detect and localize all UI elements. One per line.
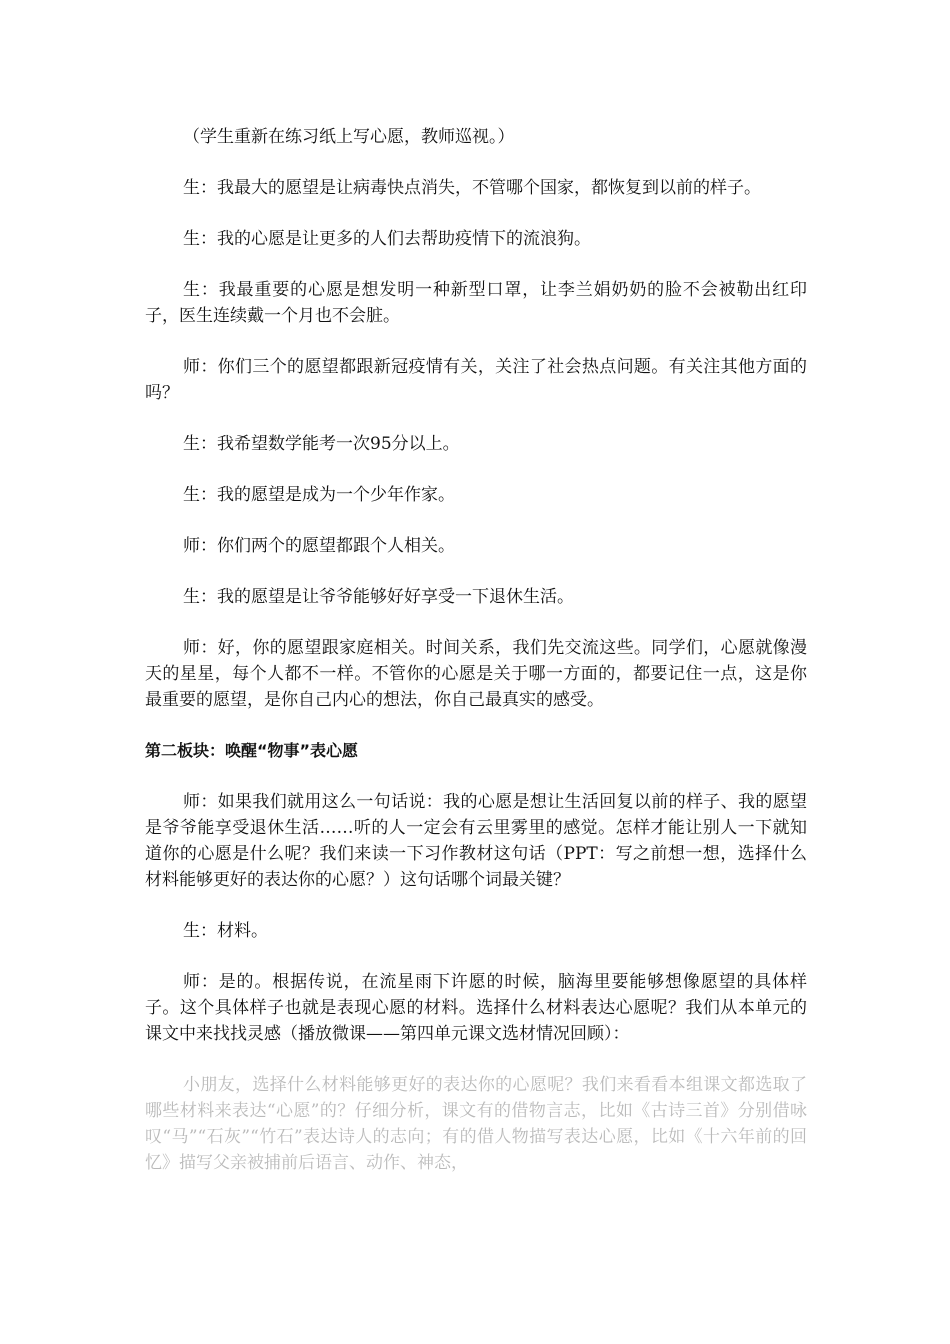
section-heading: 第二板块：唤醒“物事”表心愿	[145, 741, 359, 760]
paragraph-student-1: 生：我最大的愿望是让病毒快点消失，不管哪个国家，都恢复到以前的样子。	[183, 178, 761, 198]
paragraph-student-5: 生：我的愿望是成为一个少年作家。	[183, 485, 455, 505]
paragraph-student-2: 生：我的心愿是让更多的人们去帮助疫情下的流浪狗。	[183, 229, 591, 249]
paragraph-student-6: 生：我的愿望是让爷爷能够好好享受一下退休生活。	[183, 587, 574, 607]
paragraph-student-7: 生：材料。	[183, 921, 268, 941]
paragraph-teacher-3: 师：好，你的愿望跟家庭相关。时间关系，我们先交流这些。同学们，心愿就像漫天的星星，每个人都不一样。不管你的心愿是关于哪一方面的，都要记住一点，这是你最重要的愿望，是你自己内心的想法，你自己最真实的感受。	[145, 638, 807, 710]
paragraph-teacher-5: 师：是的。根据传说，在流星雨下许愿的时候，脑海里要能够想像愿望的具体样子。这个具体样子也就是表现心愿的材料。选择什么材料表达心愿呢？我们从本单元的课文中来找找灵感（播放微课——第四单元课文选材情况回顾）：	[145, 972, 807, 1044]
paragraph-teacher-4: 师：如果我们就用这么一句话说：我的心愿是想让生活回复以前的样子、我的愿望是爷爷能享受退休生活……听的人一定会有云里雾里的感觉。怎样才能让别人一下就知道你的心愿是什么呢？我们来读一下习作教材这句话（PPT：写之前想一想，选择什么材料能够更好的表达你的心愿？）这句话哪个词最关键？	[145, 792, 807, 890]
paragraph-teacher-2: 师：你们两个的愿望都跟个人相关。	[183, 536, 455, 556]
paragraph-student-3: 生：我最重要的心愿是想发明一种新型口罩，让李兰娟奶奶的脸不会被勒出红印子，医生连续戴一个月也不会脏。	[145, 280, 807, 326]
document-body	[145, 124, 807, 1201]
paragraph-microlesson-quote: 小朋友，选择什么材料能够更好的表达你的心愿呢？我们来看看本组课文都选取了哪些材料来表达“心愿”的？仔细分析，课文有的借物言志，比如《古诗三首》分别借咏叹“马”“石灰”“竹石”表达诗人的志向；有的借人物描写表达心愿，比如《十六年前的回忆》描写父亲被捕前后语言、动作、神态，	[145, 1075, 807, 1173]
paragraph-teacher-1: 师：你们三个的愿望都跟新冠疫情有关，关注了社会热点问题。有关注其他方面的吗？	[145, 357, 807, 403]
paragraph-stage-direction: （学生重新在练习纸上写心愿，教师巡视。）	[183, 127, 515, 147]
paragraph-student-4: 生：我希望数学能考一次95分以上。	[183, 434, 460, 454]
